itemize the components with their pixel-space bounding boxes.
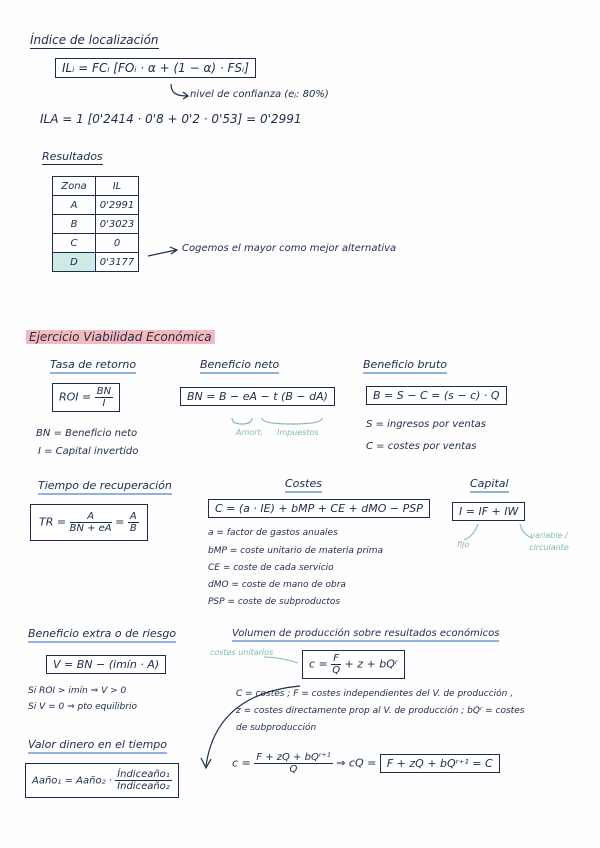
table-cell: D [53,253,96,272]
table-cell: 0'3177 [96,253,139,272]
total-cost-fraction [254,752,332,775]
total-cost-lhs: c = [232,756,251,770]
total-cost-mid: ⇒ cQ = [336,756,377,770]
dinero-den: Índiceaño₂ [117,781,170,792]
arrow-icon [146,244,180,264]
subtitle-capital: Capital [470,477,509,493]
subtitle-costes: Costes [285,477,322,493]
tr-den1: BN + eA [69,523,112,534]
costes-def: CE = coste de cada servicio [208,563,334,573]
confidence-note: nivel de confianza (eⱼ: 80%) [190,89,329,100]
extra-line-1: Si ROI > imín ⇒ V > 0 [28,686,127,696]
dinero-fraction [115,769,172,792]
table-cell: 0'2991 [96,196,139,215]
subtitle-beneficio-extra: Beneficio extra o de riesgo [28,627,176,643]
costes-unitarios-label: costes unitarios [210,648,274,657]
tr-fraction-2 [128,511,139,534]
total-cost-num: F + zQ + bQʳ⁺¹ [256,752,331,763]
bn-formula: BN = B − eA − t (B − dA) [180,387,335,406]
amort-label: Amort. [236,428,264,437]
roi-lhs: ROI = [59,390,92,404]
dinero-lhs: Aaño₁ = Aaño₂ · [32,775,112,787]
table-header-row [53,177,139,196]
tr-num1: A [70,511,112,523]
table-cell: 0 [96,234,139,253]
section-title-resultados: Resultados [42,150,103,163]
roi-den: I [102,398,106,409]
tr-fraction-1 [70,511,112,534]
section-title-viabilidad: Ejercicio Viabilidad Económica [26,330,215,344]
table-cell: B [53,215,96,234]
subtitle-tiempo-recuperacion: Tiempo de recuperación [38,479,172,495]
results-note: Cogemos el mayor como mejor alternativa [182,243,397,254]
results-table [52,176,139,272]
costes-def: a = factor de gastos anuales [208,528,338,538]
roi-fraction [95,386,113,409]
tr-lhs: TR = [39,515,67,529]
total-cost-box: F + zQ + bQʳ⁺¹ = C [380,754,500,773]
tr-eq: = [115,515,125,529]
total-cost-formula [232,752,500,775]
roi-formula [52,383,120,412]
table-cell: A [53,196,96,215]
c-definition: C = costes por ventas [366,441,477,452]
unit-cost-num: F [333,653,340,664]
costes-def: dMO = coste de mano de obra [208,580,346,590]
table-row [53,234,139,253]
subtitle-valor-dinero: Valor dinero en el tiempo [28,738,167,754]
subtitle-volumen: Volumen de producción sobre resultados económicos [232,628,499,642]
extra-line-2: Si V = 0 ⇒ pto equilibrio [28,702,137,712]
arrow-icon [262,654,302,668]
bn-definition: BN = Beneficio neto [36,428,138,439]
bb-formula: B = S − C = (s − c) · Q [366,386,507,405]
tr-num2: A [129,511,137,522]
table-row [53,196,139,215]
unit-cost-rhs: + z + bQʳ [344,657,398,671]
unit-cost-lhs: c = [309,657,328,671]
variable-label: variable / circulante [529,531,569,552]
costes-def: bMP = coste unitario de materia prima [208,546,383,556]
table-header: Zona [53,177,96,196]
table-cell: 0'3023 [96,215,139,234]
subtitle-tasa-retorno: Tasa de retorno [50,358,136,374]
volumen-desc-2: z = costes directamente prop al V. de producción ; bQʳ = costes [236,706,525,716]
costes-formula: C = (a · IE) + bMP + CE + dMO − PSP [208,499,430,518]
capital-formula: I = IF + IW [452,502,525,521]
il-calculation: ILA = 1 [0'2414 · 0'8 + 0'2 · 0'53] = 0'2991 [40,112,302,126]
subtitle-beneficio-bruto: Beneficio bruto [363,358,447,374]
table-row [53,215,139,234]
unit-cost-formula [302,650,405,679]
s-definition: S = ingresos por ventas [366,419,486,430]
unit-cost-fraction [331,653,341,676]
costes-def: PSP = coste de subproductos [208,597,341,607]
table-cell: C [53,234,96,253]
tr-formula [30,504,148,541]
dinero-num: Índiceaño₁ [117,769,170,780]
extra-formula: V = BN − (imín · A) [46,655,166,674]
dinero-formula [25,763,179,798]
arrow-icon [165,82,193,102]
volumen-desc-3: de subproducción [236,723,317,733]
i-definition: I = Capital invertido [38,446,139,457]
roi-num: BN [96,386,112,397]
table-header: IL [96,177,139,196]
tr-den2: B [129,523,137,534]
impuestos-label: Impuestos [277,428,319,437]
subtitle-beneficio-neto: Beneficio neto [200,358,279,374]
section-title-indice: Índice de localización [30,33,159,47]
unit-cost-den: Q [332,665,341,676]
volumen-desc-1: C = costes ; F = costes independientes del V. de producción , [236,689,514,699]
table-row [53,253,139,272]
fijo-label: fijo [457,540,470,549]
total-cost-den: Q [289,764,298,775]
il-formula: ILᵢ = FCᵢ [FOᵢ · α + (1 − α) · FSᵢ] [55,58,256,78]
